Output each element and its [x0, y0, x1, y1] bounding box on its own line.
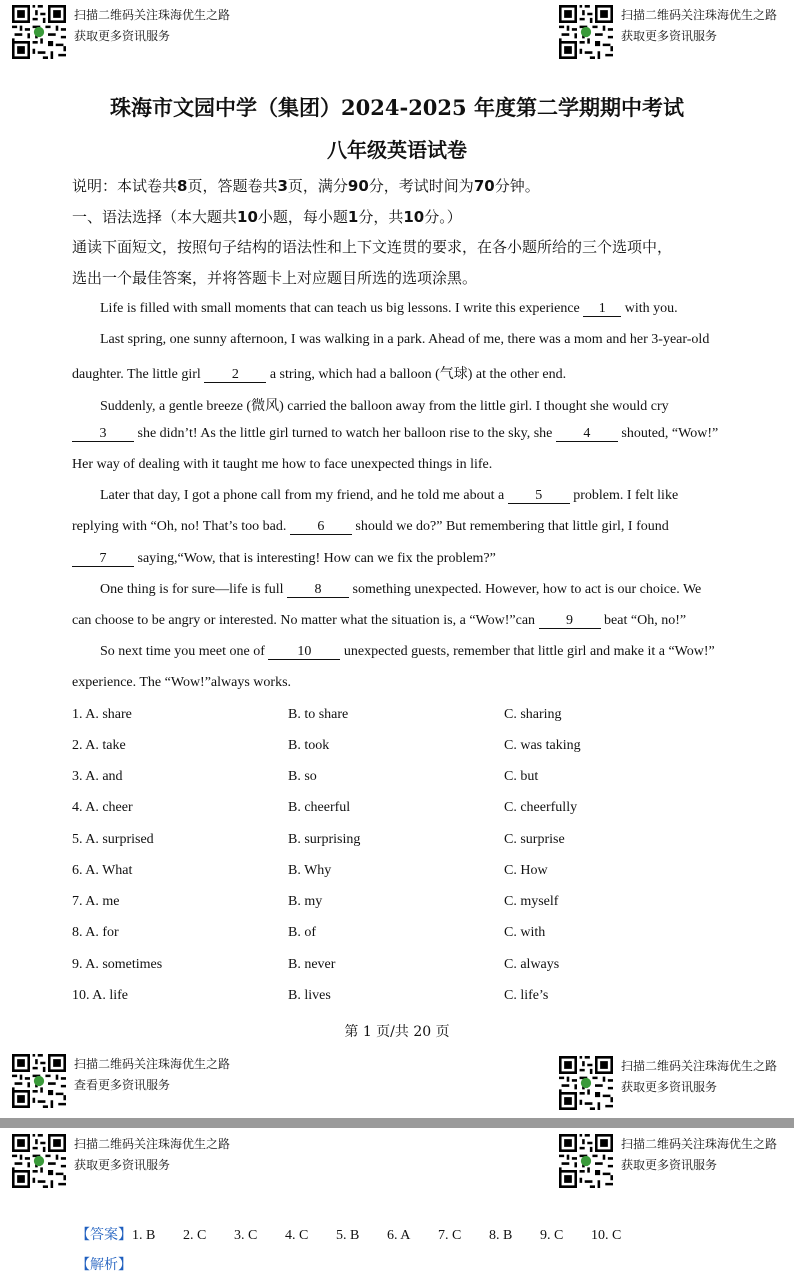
answer-item: 4. C — [285, 1228, 309, 1243]
qr-subcaption: 获取更多资讯服务 — [621, 1158, 718, 1172]
option-c: C. How — [504, 863, 548, 878]
option-b: B. lives — [288, 988, 331, 1003]
qr-block-top-right — [559, 5, 777, 59]
qr-caption: 扫描二维码关注珠海优生之路 — [621, 8, 778, 22]
answer-item: 9. C — [540, 1228, 564, 1243]
section-directions-1: 通读下面短文，按照句子结构的语法性和上下文连贯的要求，在各小题所给的三个选项中， — [72, 238, 673, 256]
exam-title: 珠海市文园中学（集团）2024-2025 年度第二学期期中考试 — [110, 95, 684, 120]
option-a: 4. A. cheer — [72, 800, 133, 815]
qr-block-bottom-right — [559, 1056, 777, 1110]
qr-block-top-left — [12, 5, 230, 59]
passage-line: experience. The “Wow!”always works. — [72, 675, 292, 690]
passage-line: Later that day, I got a phone call from my friend, and he told me about a 5 problem. I felt like — [100, 488, 679, 503]
option-b: B. my — [288, 894, 323, 909]
passage-line: One thing is for sure—life is full 8 something unexpected. However, how to act is our choice. We — [100, 582, 702, 597]
option-a: 6. A. What — [72, 863, 133, 878]
option-a: 8. A. for — [72, 925, 119, 940]
blank-8: 8 — [287, 582, 349, 598]
option-b: B. Why — [288, 863, 332, 878]
answer-item: 1. B — [132, 1228, 156, 1243]
qr-block-bottom-left — [12, 1054, 230, 1108]
answer-key — [76, 1224, 621, 1244]
qr-subcaption: 获取更多资讯服务 — [621, 29, 718, 43]
option-b: B. took — [288, 738, 330, 753]
option-b: B. so — [288, 769, 317, 784]
answer-item: 2. C — [183, 1228, 207, 1243]
page-number: 第 1 页/共 20 页 — [344, 1024, 450, 1040]
qr-code-icon — [12, 1054, 66, 1108]
instructions: 说明：本试卷共8页，答题卷共3页，满分90分，考试时间为70分钟。 — [72, 177, 540, 195]
qr-caption: 扫描二维码关注珠海优生之路 — [74, 8, 231, 22]
blank-9: 9 — [539, 613, 601, 629]
qr-caption: 扫描二维码关注珠海优生之路 — [74, 1057, 231, 1071]
answer-item: 5. B — [336, 1228, 360, 1243]
option-c: C. surprise — [504, 832, 565, 847]
option-a: 2. A. take — [72, 738, 126, 753]
answer-item: 8. B — [489, 1228, 513, 1243]
page-separator — [0, 1118, 794, 1128]
option-c: C. but — [504, 769, 539, 784]
blank-10: 10 — [268, 644, 340, 660]
answer-item: 7. C — [438, 1228, 462, 1243]
option-b: B. cheerful — [288, 800, 351, 815]
passage-line: 3 she didn’t! As the little girl turned to watch her balloon rise to the sky, she 4 shouted, “Wow!” — [72, 426, 718, 442]
option-a: 10. A. life — [72, 988, 128, 1003]
answer-item: 3. C — [234, 1228, 258, 1243]
passage-line: Life is filled with small moments that can teach us big lessons. I write this experience 1 with you. — [100, 301, 678, 316]
qr-code-icon — [559, 5, 613, 59]
blank-5: 5 — [508, 488, 570, 504]
blank-2: 2 — [204, 367, 266, 383]
qr-code-icon — [12, 5, 66, 59]
exam-subtitle: 八年级英语试卷 — [327, 138, 467, 162]
qr-subcaption: 获取更多资讯服务 — [621, 1080, 718, 1094]
passage-line: daughter. The little girl 2 a string, which had a balloon (气球) at the other end. — [72, 367, 567, 382]
option-c: C. life’s — [504, 988, 549, 1003]
option-a: 5. A. surprised — [72, 832, 154, 847]
blank-7: 7 — [72, 551, 134, 567]
answer-item: 10. C — [591, 1228, 622, 1243]
qr-block-top-left — [12, 1134, 230, 1188]
option-b: B. to share — [288, 707, 349, 722]
qr-code-icon — [559, 1056, 613, 1110]
option-c: C. sharing — [504, 707, 562, 722]
section-heading: 一、语法选择（本大题共10小题，每小题1分，共10分。） — [72, 208, 462, 226]
option-b: B. surprising — [288, 832, 361, 847]
option-a: 7. A. me — [72, 894, 120, 909]
option-c: C. myself — [504, 894, 559, 909]
passage-line: replying with “Oh, no! That’s too bad. 6 should we do?” But remembering that little girl, I found — [72, 519, 669, 534]
blank-6: 6 — [290, 519, 352, 535]
passage-line: Last spring, one sunny afternoon, I was walking in a park. Ahead of me, there was a mom and her 3-year-old — [100, 332, 710, 347]
option-b: B. of — [288, 925, 316, 940]
qr-code-icon — [12, 1134, 66, 1188]
passage-line: 7 saying,“Wow, that is interesting! How can we fix the problem?” — [72, 551, 496, 567]
answer-item: 6. A — [387, 1228, 411, 1243]
passage-line: Suddenly, a gentle breeze (微风) carried the balloon away from the little girl. I thought she would cry — [100, 399, 669, 414]
qr-caption: 扫描二维码关注珠海优生之路 — [74, 1137, 231, 1151]
answer-tag: 【答案】 — [76, 1227, 132, 1243]
passage-line: can choose to be angry or interested. No matter what the situation is, a “Wow!”can 9 beat “Oh, no!” — [72, 613, 687, 628]
exam-page-2 — [0, 1128, 794, 1278]
qr-subcaption: 获取更多资讯服务 — [74, 1158, 171, 1172]
analysis-tag: 【解析】 — [76, 1257, 132, 1273]
option-c: C. cheerfully — [504, 800, 578, 815]
qr-subcaption: 查看更多资讯服务 — [74, 1078, 171, 1092]
qr-caption: 扫描二维码关注珠海优生之路 — [621, 1137, 778, 1151]
blank-1: 1 — [583, 301, 621, 317]
option-c: C. was taking — [504, 738, 581, 753]
option-c: C. always — [504, 957, 560, 972]
option-a: 1. A. share — [72, 707, 132, 722]
qr-subcaption: 获取更多资讯服务 — [74, 29, 171, 43]
blank-3: 3 — [72, 426, 134, 442]
section-directions-2: 选出一个最佳答案，并将答题卡上对应题目所选的选项涂黑。 — [72, 269, 478, 287]
qr-block-top-right — [559, 1134, 777, 1188]
qr-caption: 扫描二维码关注珠海优生之路 — [621, 1059, 778, 1073]
blank-4: 4 — [556, 426, 618, 442]
option-a: 9. A. sometimes — [72, 957, 163, 972]
option-c: C. with — [504, 925, 546, 940]
option-a: 3. A. and — [72, 769, 123, 784]
passage-line: So next time you meet one of 10 unexpected guests, remember that little girl and make it a “Wow!” — [100, 644, 715, 659]
qr-code-icon — [559, 1134, 613, 1188]
option-b: B. never — [288, 957, 336, 972]
passage-line: Her way of dealing with it taught me how to face unexpected things in life. — [72, 457, 493, 472]
